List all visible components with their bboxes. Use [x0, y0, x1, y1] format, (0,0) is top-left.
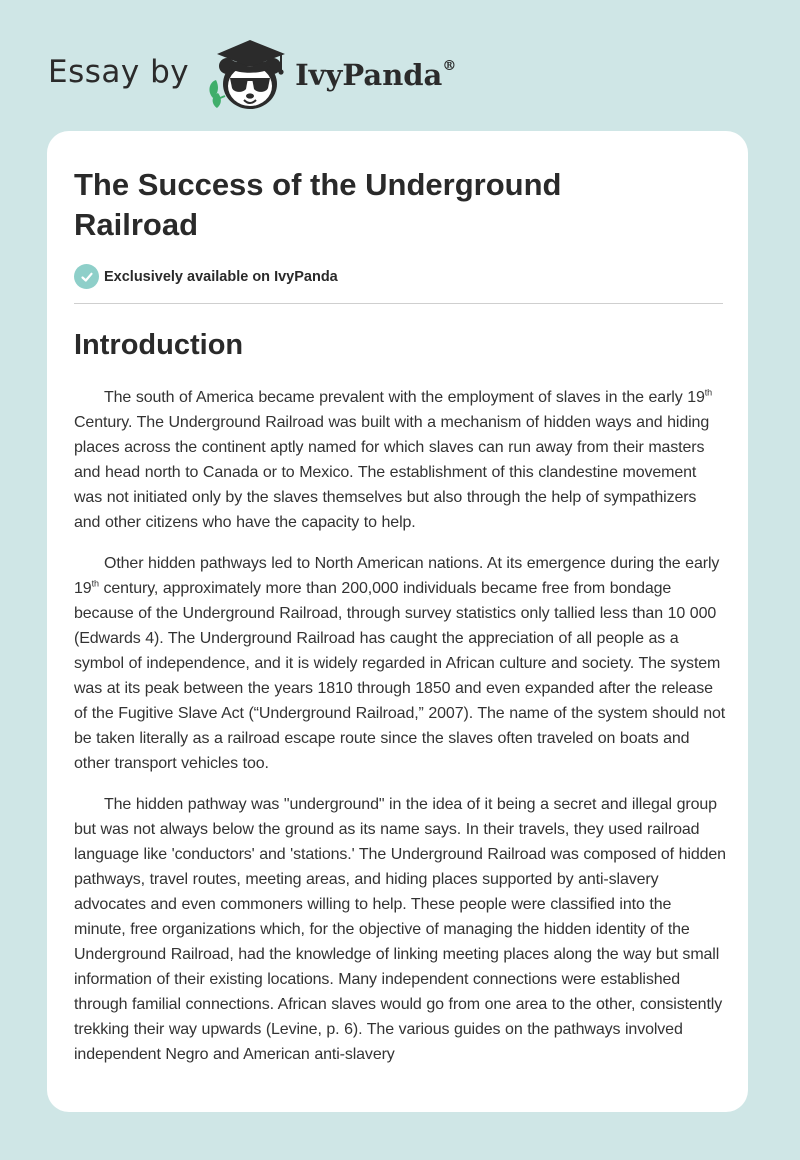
essay-body: [74, 385, 726, 1083]
exclusive-label: Exclusively available on IvyPanda: [104, 268, 338, 285]
brand-name[interactable]: IvyPanda®: [295, 58, 457, 92]
paragraph: The south of America became prevalent with the employment of slaves in the early 19th Century. The Underground Railroad was built with a mechanism of hidden ways and hiding places across the continent aptly named for which slaves can run away from their masters and head north to Canada or to Mexico. The establishment of this clandestine movement was not initiated only by the slaves themselves but also through the help of sympathizers and other citizens who have the capacity to help.: [74, 387, 713, 531]
exclusive-badge: [74, 264, 338, 289]
essay-card: [47, 131, 748, 1112]
essay-by-label: Essay by: [48, 54, 190, 90]
section-heading: Introduction: [74, 329, 244, 361]
paragraph: The hidden pathway was "underground" in the idea of it being a secret and illegal group but was not always below the ground as its name says. In their travels, they used railroad language like 'conductors' and 'stations.' The Underground Railroad was composed of hidden pathways, travel routes, meeting areas, and hiding places supported by anti-slavery advocates and even commoners willing to help. These people were classified into the minute, free organizations which, for the objective of managing the hidden identity of the Underground Railroad, had the knowledge of linking meeting places along the way but small information of their existing locations. Many independent connections were established through familial connections. African slaves would go from one area to the other, consistently trekking their way upwards (Levine, p. 6). The various guides on the pathways involved independent Negro and American anti-slavery: [74, 796, 726, 1063]
divider: [74, 303, 723, 304]
check-icon: [74, 264, 99, 289]
site-header: [48, 34, 456, 114]
panda-graduate-icon[interactable]: [203, 36, 291, 112]
paragraph: Other hidden pathways led to North American nations. At its emergence during the early 19th century, approximately more than 200,000 individuals became free from bondage because of the Underground Railroad, through survey statistics only tallied less than 10 000 (Edwards 4). The Underground Railroad has caught the appreciation of all people as a symbol of independence, and it is widely regarded in African culture and society. The system was at its peak between the years 1810 through 1850 and even expanded after the release of the Fugitive Slave Act (“Underground Railroad,” 2007). The name of the system should not be taken literally as a railroad escape route since the slaves often traveled on boats and other transport vehicles too.: [74, 555, 726, 772]
registered-mark: ®: [442, 58, 457, 75]
essay-title: The Success of the Underground Railroad: [74, 167, 562, 242]
